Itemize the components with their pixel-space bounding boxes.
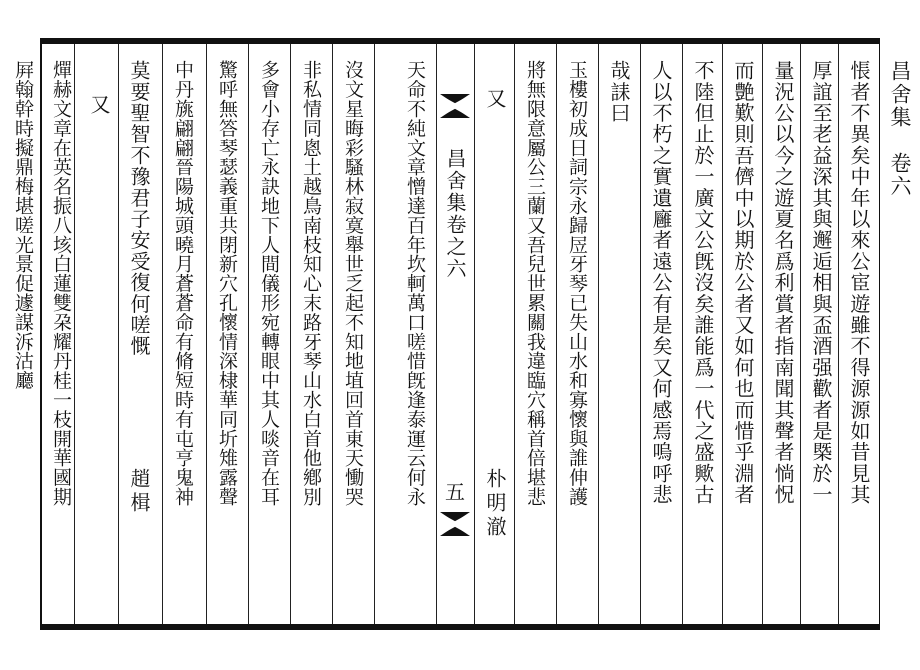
text-column: 厚誼至老益深其與邂逅相與盃酒强歡者是槩於一 [809,60,833,506]
poem-heading: 又 [483,88,507,110]
column-rule [118,44,119,624]
text-column: 中丹旐翩翩晉陽城頭曉月蒼蒼命有脩短時有屯亨鬼神 [172,60,194,507]
text-column: 多會小存亡永訣地下人間儀形宛轉眼中其人啖音在耳 [258,60,280,507]
column-rule [682,44,683,624]
text-column: 非私情同悤土越鳥南枝知心末路牙琴山水白首他鄕別 [300,60,322,507]
text-column: 玉樓初成日詞宗永歸㞐牙琴已失山水和寡懷與誰伸護 [566,60,588,507]
fold-title: 昌舍集卷之六 [443,148,467,280]
text-column: 悵者不異矣中年以來公宦遊雖不得源源如昔見其 [847,60,871,506]
fish-tail-ornament-icon [440,94,470,118]
column-rule [762,44,763,624]
poem-heading: 又 [87,94,111,116]
column-rule [474,44,475,624]
book-title: 昌舍集 [888,60,912,129]
text-column: 屛翰幹時擬鼎梅堪嗟光景促遽謀泝沽廳 [12,60,34,390]
running-head [880,60,920,198]
fish-tail-ornament-icon [440,512,470,536]
text-column: 將無限意屬公三蘭又吾兒世累關我違臨穴稱首倍堪悲 [524,60,546,507]
text-column: 莫要聖智不豫君子安受復何嗟慨 [127,60,151,357]
text-column: 燀赫文章在英名振八垓白蓮雙朶耀丹桂一枝開華國期 [50,60,72,507]
eulogy-heading: 哉誄曰 [607,60,631,124]
column-rule [290,44,291,624]
author-name: 趙楫 [127,468,151,516]
column-rule [800,44,801,624]
text-column: 而艶歎則吾儕中以期於公者又如何也而惜乎淵者 [731,60,755,506]
column-rule [722,44,723,624]
text-column: 人以不朽之實遺廱者遠公有是矣又何感焉嗚呼悲 [649,60,673,506]
column-rule [374,44,375,624]
text-column: 天命不純文章憎達百年坎軻萬口嗟惜旣逢泰運云何永 [404,60,426,507]
column-rule [162,44,163,624]
text-column: 驚呼無答琴瑟義重共閉新穴孔懷情深棣華同圻雉露聲 [216,60,238,507]
column-rule [838,44,839,624]
text-column: 量況公以今之遊夏名爲利賞者指南聞其聲者惝怳 [771,60,795,506]
column-rule [598,44,599,624]
text-column: 沒文星晦彩騷林寂寞舉世乏起不知地埴回首東天慟哭 [342,60,364,507]
column-rule [332,44,333,624]
column-rule [514,44,515,624]
text-column: 不陸但止於一廣文公旣沒矣誰能爲一代之盛歟古 [691,60,715,506]
column-rule [206,44,207,624]
volume-label: 卷六 [888,152,912,198]
column-rule [248,44,249,624]
center-fold [436,44,474,624]
author-name: 朴明澈 [483,468,507,540]
page-number: 五 [445,480,465,504]
column-rule [556,44,557,624]
column-rule [640,44,641,624]
